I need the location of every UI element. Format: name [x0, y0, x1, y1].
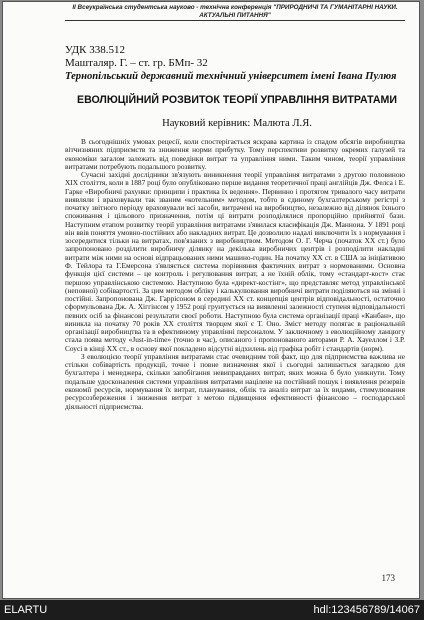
affiliation: Тернопільський державний технічний університет імені Івана Пулюя [65, 71, 397, 82]
article-body [65, 138, 405, 411]
paragraph-intro: В сьогоднішніх умовах рецесії, коли спостерігається яскрава картина із спадом обсягів виробництва вітчизняних підприємств та зниження норми прибутку. Тому перспективи розвитку окремих галузей та економіки загалом залежать від поведінки витрат та управління ними. Таким чином, теорії управління витратами потребують подальшого розвитку. [65, 137, 405, 171]
document-page [2, 1, 420, 599]
udk-code: УДК 338.512 [65, 44, 126, 56]
page-number: 173 [381, 573, 395, 583]
author-line: Машталяр. Г. – ст. гр. БМп- 32 [65, 57, 208, 69]
supervisor-line: Науковий керівник: Малюта Л.Я. [162, 118, 312, 129]
handle-link[interactable]: hdl:123456789/14067 [313, 604, 420, 616]
paragraph-conclusion: З еволюцією теорії управління витратами стає очевидним той факт, що для підприємства важлива не стільки собівартість продукції, точне і повне визначення якої і сьогодні залишається загадкою для бухгалтера і менеджера, скільки запобігання невиправданих витрат, яких можна б було уникнути. Тому подальше удосконалення системи управління витратами націлене на постійний пошук і виявлення резервів економії ресурсів, нормування їх витрат, планування, облік та аналіз витрат за їх видами, стимулювання ресурсозбереження і зниження витрат з метою підвищення ефективності фінансово – господарської діяльності підприємства. [65, 351, 405, 411]
repository-name: ELARTU [4, 604, 48, 616]
paper-title: ЕВОЛЮЦІЙНИЙ РОЗВИТОК ТЕОРІЇ УПРАВЛІННЯ ВИТРАТАМИ [77, 94, 397, 106]
conference-header: ІІ Всеукраїнська студентська науково - технічна конференція "ПРИРОДНИЧІ ТА ГУМАНІТАРНІ НАУКИ. АКТУАЛЬНІ ПИТАННЯ" [65, 4, 405, 21]
paragraph-history: Сучасні західні дослідники зв'язують виникнення теорії управління витратами з другою половиною ХІХ століття, коли в 1887 році було опубліковано перше видання теоретичної праці англійців Дж. Фелса і Е. Гарке «Виробничі рахунки: принципи і практика їх ведення». Первинно і протягом тривалого часу витрати виявляли і враховували так званим «котельним» методом, тобто в єдиному бухгалтерському регістрі з початку звітного періоду враховували всі засоби, витрачені на виробництво, незалежно від ділянок їхнього споживання і цільового призначення, потім ці витрати розподілялися пропорційно прийнятої бази. Наступним етапом розвитку теорії управління витратами з'явилася класифікація Дж. Манноиа. У 1891 році він ввів поняття умовно-постійних або накладних витрат. Це дозволило надалі виключити їх з нормування і зосередитися тільки на витратах, пов'язаних з виробництвом. Методом О. Г. Черча (початок ХХ ст.) було запропоновано розділити виробничу ділянку на декілька виробничих центрів і розподілити накладні витрати між ними на основі відпрацьованих ними машино-годин. На початку ХХ ст. в США за ініціативою Ф. Тейлора та Г.Емерсона з'являється система порівняння фактичних витрат з нормованими. Основна функція цієї системи – це контроль і регулювання витрат, а не їхній облік, тому «стандарт-кост» стає першою управлінською системою. Наступною була «директ-костінг», що представляє метод управлінської (неповної) собівартості. За цим методом обліку і калькулювання виробничі витрати поділяються на змінні і постійні. Запропонована Дж. Гаррісоном в середині ХХ ст. концепція центрів відповідальності, остаточно сформульована Дж. А. Хіггінсом у 1952 році грунтується на виявленні залежності ступеня відповідальності певних осіб за фінансові результати своєї роботи. Наступною була система організації праці «Канбан», що виникла на початку 70 років ХХ століття творцем якої є Т. Оно. Зміст методу полягає в раціональній організації виробництва та в ефективному управлінні персоналом. У заключному з еволюційному ланцюгу стала поява методу «Just-in-time» (точно в час), описаного і пропонованого авторами Р. А. Хауеллом і З.Р. Соусі в кінці ХХ ст., в основу якої покладено відсутні відхилень від графіка робіт і стандартів (норм). [65, 170, 405, 353]
repository-footer-bar [0, 600, 424, 620]
